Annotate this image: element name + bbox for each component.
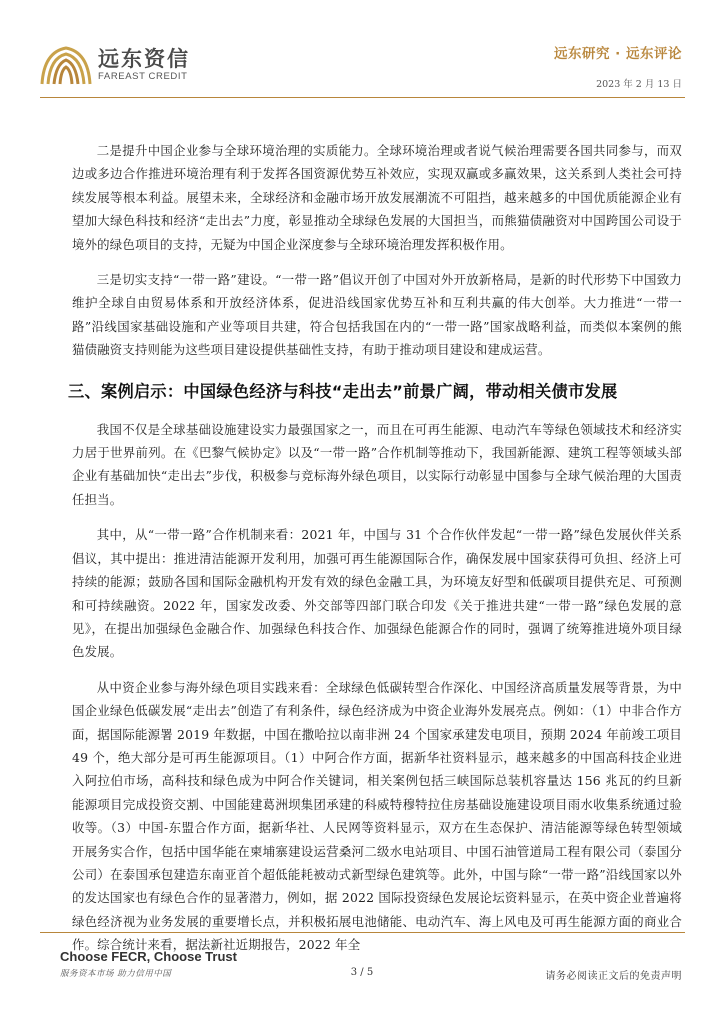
logo-english-name: FAREAST CREDIT bbox=[98, 71, 188, 82]
footer-sub-slogan: 服务资本市场 助力信用中国 bbox=[60, 969, 172, 979]
report-series: 远东研究 · 远东评论 bbox=[553, 46, 682, 62]
footer-slogan: Choose FECR, Choose Trust bbox=[60, 949, 237, 964]
logo-chinese-name: 远东资信 bbox=[98, 47, 190, 71]
company-logo bbox=[40, 42, 190, 88]
page-header bbox=[0, 0, 724, 100]
footer-divider bbox=[40, 932, 685, 933]
report-date: 2023 年 2 月 13 日 bbox=[596, 79, 682, 90]
paragraph: 我国不仅是全球基础设施建设实力最强国家之一，而且在可再生能源、电动汽车等绿色领域技术和经济实力居于世界前列。在《巴黎气候协定》以及“一带一路”合作机制等推动下，我国新能源、建筑工程等领域头部企业有基础加快“走出去”步伐，积极参与竞标海外绿色项目，以实际行动彰显中国参与全球气候治理的大国责任担当。 bbox=[72, 421, 682, 507]
paragraph: 从中资企业参与海外绿色项目实践来看：全球绿色低碳转型合作深化、中国经济高质量发展等背景，为中国企业绿色低碳发展“走出去”创造了有利条件，绿色经济成为中资企业海外发展亮点。例如：（1）中非合作方面，据国际能源署 2019 年数据，中国在撒哈拉以南非洲 24 个国家承建发电项目，预期 2024 年前竣工项目 49 个，绝大部分是可再生能源项目。（1）中阿合作方面，据新华社资料显示，越来越多的中国高科技企业进入阿拉伯市场，高科技和绿色成为中阿合作关键词，相关案例包括三峡国际总装机容量达 156 兆瓦的约旦新能源项目完成投资交割、中国能建葛洲坝集团承建的科威特穆特拉住房基础设施建设项目雨水收集系统通过验收等。（3）中国-东盟合作方面，据新华社、人民网等资料显示，双方在生态保护、清洁能源等绿色转型领域开展务实合作，包括中国华能在柬埔寨建设运营桑河二级水电站项目、中国石油管道局工程有限公司（泰国分公司）在泰国承包建造东南亚首个超低能耗被动式新型绿色建筑等。此外，中国与除“一带一路”沿线国家以外的发达国家也有绿色合作的显著潜力，例如，据 2022 国际投资绿色发展论坛资料显示，在英中资企业普遍将绿色经济视为业务发展的重要增长点，并积极拓展电池储能、电动汽车、海上风电及可再生能源方面的商业合作。综合统计来看，据法新社近期报告，2022 年全 bbox=[72, 679, 682, 953]
page-number: 3 / 5 bbox=[350, 967, 374, 978]
paragraph: 三是切实支持“一带一路”建设。“一带一路”倡议开创了中国对外开放新格局，是新的时代形势下中国致力维护全球自由贸易体系和开放经济体系，促进沿线国家优势互补和互利共赢的伟大创举。大力推进“一带一路”沿线国家基础设施和产业等项目共建，符合包括我国在内的“一带一路”国家战略利益，而类似本案例的熊猫债融资支持则能为这些项目建设提供基础性支持，有助于推动项目建设和建成运营。 bbox=[72, 272, 682, 358]
paragraph: 二是提升中国企业参与全球环境治理的实质能力。全球环境治理或者说气候治理需要各国共同参与，而双边或多边合作推进环境治理有利于发挥各国资源优势互补效应，实现双赢或多赢效果，这关系到人类社会可持续发展等根本利益。展望未来，全球经济和金融市场开放发展潮流不可阻挡，越来越多的中国优质能源企业有望加大绿色科技和经济“走出去”力度，彰显推动全球绿色发展的大国担当，而熊猫债融资对中国跨国公司设于境外的绿色项目的支持，无疑为中国企业深度参与全球环境治理发挥积极作用。 bbox=[72, 143, 682, 252]
document-body bbox=[68, 139, 682, 969]
footer-disclaimer: 请务必阅读正文后的免责声明 bbox=[545, 971, 682, 982]
fareast-logo-icon bbox=[40, 42, 92, 88]
paragraph: 其中，从“一带一路”合作机制来看：2021 年，中国与 31 个合作伙伴发起“一带一路”绿色发展伙伴关系倡议，其中提出：推进清洁能源开发利用，加强可再生能源国际合作，确保发展中国家获得可负担、经济上可持续的能源；鼓励各国和国际金融机构开发有效的绿色金融工具，为环境友好型和低碳项目提供充足、可预测和可持续融资。2022 年，国家发改委、外交部等四部门联合印发《关于推进共建“一带一路”绿色发展的意见》，在提出加强绿色金融合作、加强绿色科技合作、加强绿色能源合作的同时，强调了统筹推进境外项目绿色发展。 bbox=[72, 527, 682, 660]
header-divider bbox=[40, 97, 685, 98]
section-heading: 三、案例启示：中国绿色经济与科技“走出去”前景广阔，带动相关债市发展 bbox=[68, 381, 618, 401]
